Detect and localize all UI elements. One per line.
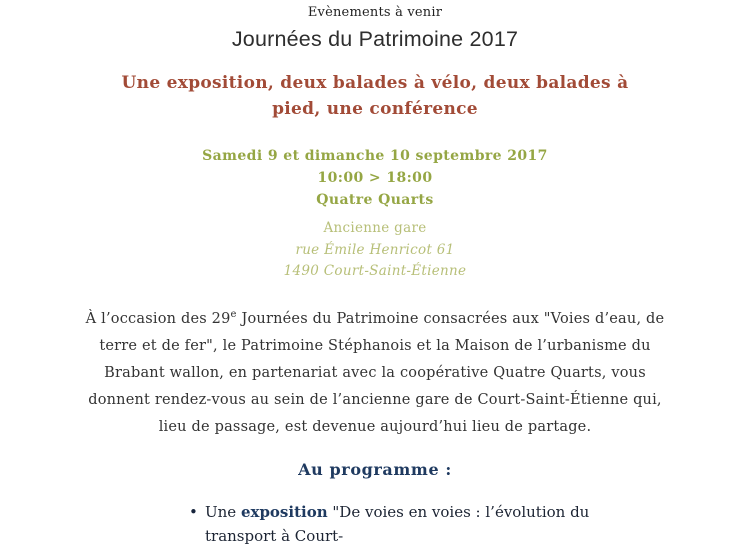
- event-details: [85, 145, 665, 211]
- program-list: [85, 500, 665, 548]
- event-hours: 10:00 > 18:00: [317, 170, 433, 186]
- ordinal-superscript: e: [230, 308, 237, 320]
- address-line-building: Ancienne gare: [323, 220, 427, 236]
- list-item-exposition: [189, 500, 665, 548]
- event-dates: Samedi 9 et dimanche 10 septembre 2017: [202, 148, 548, 164]
- newsletter-page: [85, 5, 665, 548]
- eyebrow-upcoming-events: Evènements à venir: [307, 5, 443, 20]
- program-heading: Au programme :: [298, 459, 452, 479]
- address-line-city: 1490 Court-Saint-Étienne: [283, 263, 467, 279]
- address-line-street: rue Émile Henricot 61: [295, 241, 455, 258]
- event-venue: Quatre Quarts: [316, 192, 434, 208]
- intro-text-start: À l’occasion des 29: [85, 310, 231, 327]
- bullet-icon: •: [189, 502, 198, 521]
- item-description: "De voies en voies : l’évolution du transport à Court-: [205, 502, 590, 545]
- intro-paragraph: [85, 306, 665, 441]
- event-subtitle: Une exposition, deux balades à vélo, deux balades à pied, une conférence: [121, 73, 629, 119]
- event-address: [85, 218, 665, 283]
- page-title: Journées du Patrimoine 2017: [231, 27, 519, 51]
- item-highlight-exposition: exposition: [240, 502, 328, 521]
- item-prefix: Une: [205, 502, 241, 521]
- intro-text-end: Journées du Patrimoine consacrées aux "Voies d’eau, de terre et de fer", le Patrimoine Stéphanois et la Maison de l’urbanisme du Brabant wallon, en partenariat avec la coopérative Quatre Quarts, vous donnent rendez-vous au sein de l’ancienne gare de Court-Saint-Étienne qui, lieu de passage, est devenue aujourd’hui lieu de partage.: [88, 310, 665, 435]
